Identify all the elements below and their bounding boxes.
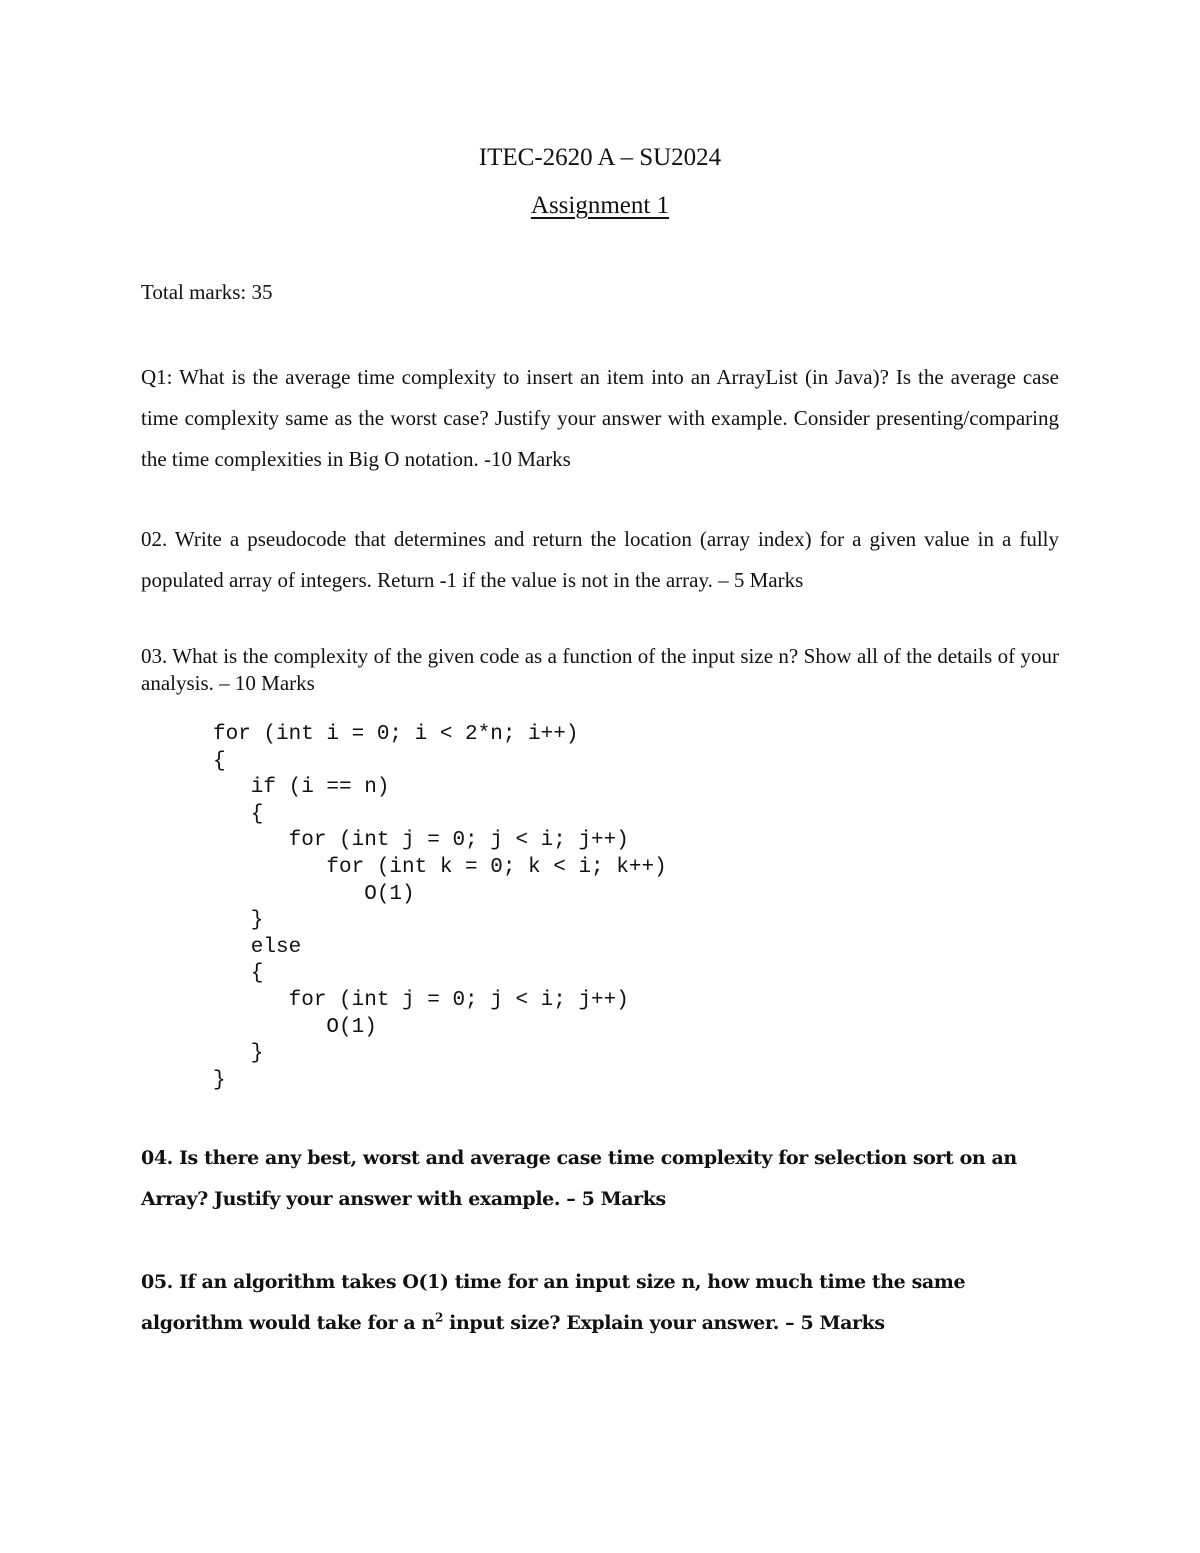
- question-5: [141, 1262, 1059, 1344]
- question-1: Q1: What is the average time complexity to insert an item into an ArrayList (in Java)? Is the average case time complexity same as the worst case? Justify your answer with example. Consider presenting/comparing the time complexities in Big O notation. -10 Marks: [141, 365, 1059, 471]
- code-line: O(1): [213, 882, 415, 906]
- code-line: }: [213, 909, 264, 933]
- code-line: O(1): [213, 1015, 377, 1039]
- assignment-subtitle: [0, 190, 1200, 222]
- page-title: ITEC-2620 A – SU2024: [478, 144, 722, 171]
- code-line: if (i == n): [213, 776, 390, 800]
- question-2: 02. Write a pseudocode that determines and return the location (array index) for a given value in a fully populated array of integers. Return -1 if the value is not in the array. – 5 Marks: [141, 527, 1059, 592]
- code-line: for (int j = 0; j < i; j++): [213, 829, 629, 853]
- code-line: {: [213, 802, 264, 826]
- code-block: [213, 722, 667, 1094]
- code-line: {: [213, 962, 264, 986]
- question-5-text-before: 05. If an algorithm takes O(1) time for an input size n, how much time the same algorithm would take for a n: [141, 1271, 966, 1334]
- code-line: for (int i = 0; i < 2*n; i++): [213, 723, 579, 746]
- code-line: for (int j = 0; j < i; j++): [213, 988, 629, 1012]
- code-line: }: [213, 1068, 226, 1092]
- code-line: else: [213, 935, 302, 959]
- code-line: }: [213, 1042, 264, 1066]
- assignment-subtitle-text: Assignment 1: [530, 192, 670, 219]
- total-marks: Total marks: 35: [141, 280, 273, 304]
- question-5-superscript: 2: [434, 1310, 443, 1325]
- question-4: 04. Is there any best, worst and average case time complexity for selection sort on an Array? Justify your answer with example. – 5 Marks: [141, 1147, 1017, 1210]
- code-line: {: [213, 749, 226, 773]
- question-5-text-after: input size? Explain your answer. – 5 Marks: [442, 1312, 885, 1334]
- code-line: for (int k = 0; k < i; k++): [213, 855, 667, 879]
- question-3: 03. What is the complexity of the given code as a function of the input size n? Show all of the details of your analysis. – 10 Marks: [141, 644, 1059, 695]
